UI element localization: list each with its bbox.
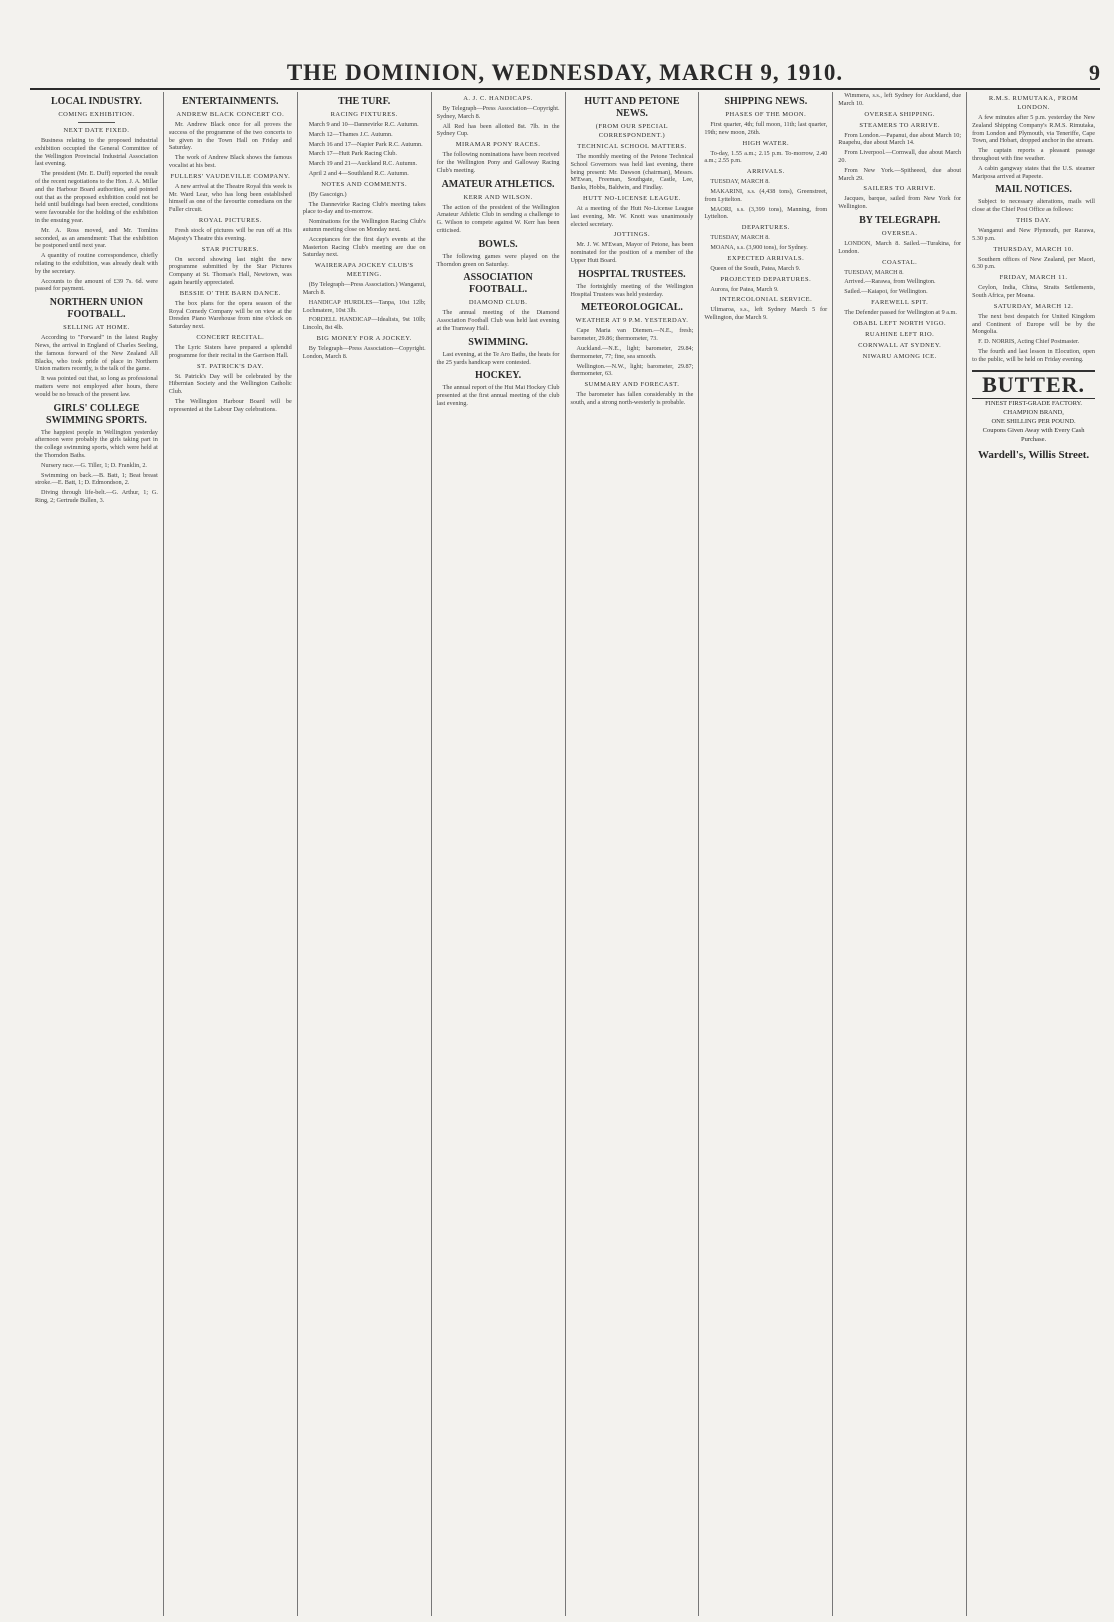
ad-line: FINEST FIRST-GRADE FACTORY. [985, 399, 1083, 407]
article-paragraph: Cape Maria van Diemen.—N.E., fresh; barometer, 29.86; thermometer, 73. [570, 327, 694, 343]
subheading: (FROM OUR SPECIAL CORRESPONDENT.) [595, 123, 669, 139]
subheading: JOTTINGS. [613, 231, 651, 239]
article-paragraph: TUESDAY, MARCH 8. [710, 178, 770, 186]
subheading: NIWARU AMONG ICE. [862, 352, 937, 360]
masthead [30, 46, 1100, 90]
article-paragraph: Accounts to the amount of £39 7s. 6d. were passed for payment. [35, 277, 158, 293]
article-paragraph: Ulimaroa, s.s., left Sydney March 5 for Wellington, due March 9. [704, 306, 828, 322]
article-paragraph: The following games were played on the Thorndon green on Saturday. [436, 252, 560, 268]
article-paragraph: From London.—Papanui, due about March 10; Ruapehu, due about March 14. [838, 131, 962, 147]
article-paragraph: The Defender passed for Wellington at 9 a.m. [844, 308, 957, 316]
article-paragraph: Wanganui and New Plymouth, per Rarawa, 5.30 p.m. [972, 226, 1095, 242]
subheading: PHASES OF THE MOON. [725, 111, 807, 118]
subheading: NEXT DATE FIXED. [63, 127, 130, 134]
article-paragraph: Aurora, for Patea, March 9. [710, 285, 779, 293]
article-paragraph: MAORI, s.s. (3,399 tons), Manning, from Lyttelton. [704, 205, 828, 221]
subheading: SATURDAY, MARCH 12. [993, 302, 1074, 310]
section-heading: AMATEUR ATHLETICS. [441, 178, 555, 190]
article-paragraph: Southern offices of New Zealand, per Maori, 6.30 p.m. [972, 255, 1095, 271]
article-paragraph: The fortnightly meeting of the Wellington Hospital Trustees was held yesterday. [570, 282, 694, 298]
article-paragraph: LONDON, March 8. Sailed.—Turakina, for London. [838, 239, 962, 255]
subheading: FAREWELL SPIT. [871, 298, 929, 306]
section-heading: METEOROLOGICAL. [580, 302, 683, 314]
section-heading: HOSPITAL TRUSTEES. [578, 268, 686, 280]
subheading: EXPECTED ARRIVALS. [727, 254, 805, 262]
subheading: COASTAL. [882, 258, 918, 266]
article-paragraph: The president (Mr. E. Duff) reported the result of the recent negotiations to the Hon. J. A. Millar and the Harbour Board authorities, and pointed out that as the proposed exhibition could not be held until buildings had been erected, conditions were favourable for the holding of the exhibition in the ensuing year. [35, 170, 158, 224]
subheading: FULLERS' VAUDEVILLE COMPANY. [170, 172, 291, 180]
article-paragraph: Ceylon, India, China, Straits Settlements, South Africa, per Moana. [972, 284, 1095, 299]
subheading: DEPARTURES. [741, 224, 790, 232]
subheading: CONCERT RECITAL. [196, 333, 265, 341]
subheading: SAILERS TO ARRIVE. [863, 185, 936, 193]
subheading: STAR PICTURES. [201, 245, 259, 253]
article-paragraph: To-day, 1.55 a.m.; 2.15 p.m. To-morrow, 2.40 a.m.; 2.55 p.m. [704, 149, 828, 165]
article-paragraph: The monthly meeting of the Petone Technical School Governors was held last evening, there being present: Mr. Dawson (chairman), Messrs. M'Ewan, Freeman, Southgate, Castle, Lee, Banks, Hobbs, Baldwin, and Findlay. [570, 153, 694, 192]
ad-footer: Wardell's, Willis Street. [977, 448, 1090, 461]
subheading: KERR AND WILSON. [463, 193, 533, 201]
section-divider [78, 122, 115, 123]
article-paragraph: MAKARINI, s.s. (4,438 tons), Greenstreet, from Lyttelton. [704, 187, 828, 203]
section-heading: LOCAL INDUSTRY. [50, 96, 142, 107]
article-paragraph: Nominations for the Wellington Racing Club's autumn meeting close on Monday next. [302, 218, 426, 233]
subheading: BESSIE O' THE BARN DANCE. [179, 289, 281, 297]
article-paragraph: MOANA, s.s. (3,900 tons), for Sydney. [710, 243, 808, 251]
article-paragraph: April 2 and 4—Southland R.C. Autumn. [308, 169, 409, 177]
newspaper-column [698, 92, 832, 1616]
article-paragraph: Queen of the South, Patea, March 9. [710, 264, 801, 272]
article-paragraph: HANDICAP HURDLES—Tanpa, 10st 12lb; Lochmatere, 10st 3lb. [302, 298, 426, 314]
article-paragraph: The action of the president of the Wellington Amateur Athletic Club in sending a challenge to G. Wilson to compete against W. Kerr has been criticised. [436, 203, 560, 234]
article-paragraph: Mr. A. Ross moved, and Mr. Tomlins seconded, as an amendment: That the exhibition be postponed until next year. [35, 226, 158, 250]
article-paragraph: Auckland.—N.E., light; barometer, 29.84; thermometer, 77; fine, sea smooth. [570, 344, 694, 360]
section-heading: HUTT AND PETONE NEWS. [584, 96, 680, 119]
article-paragraph: By Telegraph—Press Association—Copyright. Sydney, March 8. [436, 105, 560, 120]
subheading: CORNWALL AT SYDNEY. [858, 341, 942, 349]
section-heading: GIRLS' COLLEGE SWIMMING SPORTS. [46, 402, 147, 426]
article-paragraph: TUESDAY, MARCH 8. [710, 234, 770, 242]
subheading: A. J. C. HANDICAPS. [463, 95, 533, 102]
article-paragraph: The work of Andrew Black shows the famous vocalist at his best. [168, 154, 292, 169]
newspaper-column [30, 92, 163, 1616]
newspaper-column [832, 92, 966, 1616]
subheading: THURSDAY, MARCH 10. [993, 245, 1074, 253]
article-paragraph: Last evening, at the Te Aro Baths, the heats for the 25 yards handicap were contested. [436, 350, 560, 366]
ad-line: CHAMPION BRAND, [1003, 408, 1064, 416]
article-paragraph: Wellington.—N.W., light; barometer, 29.87; thermometer, 63. [570, 362, 694, 378]
newspaper-column [565, 92, 699, 1616]
article-paragraph: FORDELL HANDICAP—Idealists, 9st 10lb; Lincoln, 8st 4lb. [302, 316, 426, 332]
subheading: INTERCOLONIAL SERVICE. [719, 296, 813, 304]
newspaper-title: THE DOMINION, WEDNESDAY, MARCH 9, 1910. [286, 60, 844, 85]
newspaper-column [163, 92, 297, 1616]
subheading: OVERSEA SHIPPING. [864, 110, 935, 118]
article-paragraph: From Liverpool.—Cornwall, due about March 20. [838, 149, 962, 164]
article-paragraph: The fourth and last lesson in Elocution, open to the public, will be held on Friday evening. [972, 347, 1095, 363]
subheading: OBABL LEFT NORTH VIGO. [853, 319, 947, 327]
subheading: NOTES AND COMMENTS. [321, 180, 408, 188]
section-heading: SWIMMING. [468, 336, 528, 348]
article-paragraph: The next best despatch for United Kingdom and Continent of Europe will be by the Mongolia. [972, 312, 1095, 336]
subheading: SELLING AT HOME. [63, 324, 130, 332]
article-paragraph: The Dannevirke Racing Club's meeting takes place to-day and to-morrow. [302, 200, 426, 216]
section-heading: SHIPPING NEWS. [724, 96, 808, 107]
section-heading: BY TELEGRAPH. [859, 214, 941, 226]
article-paragraph: The annual report of the Hui Mai Hockey Club presented at the first annual meeting of the club last evening. [436, 384, 560, 407]
subheading: COMING EXHIBITION. [58, 111, 135, 118]
article-paragraph: March 17—Hutt Park Racing Club. [308, 150, 397, 158]
article-paragraph: According to "Forward" in the latest Rugby News, the arrival in England of Charles Seeling, the famous forward of the New Zealand All Blacks, who took pride of place in Northern Union matters recently, is the talk of the game. [35, 334, 158, 373]
subheading: HUTT NO-LICENSE LEAGUE. [583, 194, 681, 202]
article-paragraph: Wimmera, s.s., left Sydney for Auckland, due March 10. [838, 92, 962, 107]
article-paragraph: March 12—Thames J.C. Autumn. [308, 130, 393, 138]
subheading: OVERSEA. [881, 229, 918, 237]
article-paragraph: A new arrival at the Theatre Royal this week is Mr. Ward Lear, who has long been established himself as one of the favourite comedians on the Fuller circuit. [168, 182, 292, 214]
subheading: RACING FIXTURES. [330, 111, 398, 118]
section-heading: ASSOCIATION FOOTBALL. [463, 272, 533, 296]
subheading: WAIRERAPA JOCKEY CLUB'S MEETING. [314, 262, 414, 279]
article-paragraph: By Telegraph—Press Association—Copyright. London, March 8. [302, 344, 426, 360]
article-paragraph: March 9 and 10—Dannevirke R.C. Autumn. [308, 121, 419, 128]
section-heading: HOCKEY. [475, 370, 522, 382]
article-paragraph: Subject to necessary alterations, mails will close at the Chief Post Office as follows: [972, 198, 1095, 214]
article-paragraph: (By Gascoign.) [308, 190, 347, 198]
article-paragraph: First quarter, 4th; full moon, 11th; last quarter, 19th; new moon, 26th. [704, 121, 828, 136]
page-number: 9 [1089, 60, 1100, 85]
subheading: HIGH WATER. [742, 139, 790, 147]
section-heading: MAIL NOTICES. [995, 184, 1072, 196]
article-paragraph: The annual meeting of the Diamond Association Football Club was held last evening at the Tramway Hall. [436, 309, 560, 332]
section-heading: BOWLS. [478, 238, 518, 250]
article-paragraph: Mr. Andrew Black once for all proves the success of the programme of the two concerts to be given in the Town Hall on Friday and Saturday. [168, 121, 292, 152]
subheading: FRIDAY, MARCH 11. [999, 274, 1068, 282]
subheading: ANDREW BLACK CONCERT CO. [176, 111, 285, 118]
article-paragraph: TUESDAY, MARCH 8. [844, 268, 904, 276]
article-paragraph: March 19 and 21—Auckland R.C. Autumn. [308, 160, 418, 168]
article-paragraph: Jacques, barque, sailed from New York for Wellington. [838, 195, 962, 211]
article-paragraph: Diving through life-belt.—G. Arthur, 1; G. Ring, 2; Gertrude Bullen, 3. [35, 489, 158, 504]
newspaper-column [431, 92, 565, 1616]
subheading: TECHNICAL SCHOOL MATTERS. [577, 143, 687, 150]
article-paragraph: The happiest people in Wellington yesterday afternoon were probably the girls taking part in the college swimming sports, which were held at the Thorndon Baths. [35, 428, 158, 459]
subheading: BIG MONEY FOR A JOCKEY. [316, 334, 412, 342]
article-columns [30, 92, 1100, 1616]
ad-title: BUTTER. [972, 370, 1095, 399]
article-paragraph: A quantity of routine correspondence, chiefly relating to the exhibition, was already dealt with by the secretary. [35, 252, 158, 275]
subheading: ST. PATRICK'S DAY. [197, 362, 264, 370]
article-paragraph: The following nominations have been received for the Wellington Pony and Galloway Racing Club's meeting. [436, 151, 560, 174]
article-paragraph: The box plans for the opera season of the Royal Comedy Company will be on view at the Dresden Piano Warehouse from nine o'clock on Saturday next. [168, 299, 292, 331]
butter-advertisement [972, 370, 1095, 462]
article-paragraph: On second showing last night the new programme submitted by the Star Pictures Company at St. Thomas's Hall, Newtown, was again heartily appreciated. [168, 255, 292, 286]
article-paragraph: (By Telegraph—Press Association.) Wanganui, March 8. [302, 281, 426, 296]
subheading: STEAMERS TO ARRIVE. [859, 121, 940, 129]
subheading: ARRIVALS. [746, 168, 785, 176]
subheading: SUMMARY AND FORECAST. [584, 381, 680, 389]
ad-line: ONE SHILLING PER POUND. [991, 417, 1076, 425]
article-paragraph: At a meeting of the Hutt No-License League last evening, Mr. W. Knott was unanimously elected secretary. [570, 204, 694, 228]
article-paragraph: St. Patrick's Day will be celebrated by the Hibernian Society and the Wellington Catholic Club. [168, 372, 292, 396]
article-paragraph: Fresh stock of pictures will be run off at His Majesty's Theatre this evening. [168, 226, 292, 242]
article-paragraph: From New York.—Spitheeed, due about March 29. [838, 166, 962, 182]
section-heading: NORTHERN UNION FOOTBALL. [49, 297, 144, 321]
ad-line: Coupons Given Away with Every Cash Purchase. [982, 426, 1085, 443]
article-paragraph: A few minutes after 5 p.m. yesterday the New Zealand Shipping Company's R.M.S. Rimutaka, from London and Plymouth, via Teneriffe, Cape Town, and Hobart, dropped anchor in the stream. [972, 114, 1095, 145]
article-paragraph: The captain reports a pleasant passage throughout with fine weather. [972, 147, 1095, 162]
article-paragraph: Mr. J. W. M'Ewan, Mayor of Petone, has been nominated for the position of a member of the Upper Hutt Board. [570, 241, 694, 264]
section-heading: ENTERTAINMENTS. [182, 96, 279, 107]
article-paragraph: March 16 and 17—Napier Park R.C. Autumn. [308, 140, 423, 148]
article-paragraph: Acceptances for the first day's events at the Masterton Racing Club's meeting are due on Saturday next. [302, 235, 426, 259]
article-paragraph: A cabin gangway states that the U.S. steamer Mariposa arrived at Papeete. [972, 164, 1095, 180]
newspaper-column [297, 92, 431, 1616]
article-paragraph: All Red has been allotted 8st. 7lb. in the Sydney Cup. [436, 122, 560, 138]
subheading: R.M.S. RUMUTAKA, FROM LONDON. [988, 95, 1079, 111]
article-paragraph: The Lyric Sisters have prepared a splendid programme for their recital in the Garrison Hall. [168, 343, 292, 359]
article-paragraph: The Wellington Harbour Board will be represented at the Labour Day celebrations. [168, 397, 292, 413]
article-paragraph: Nursery race.—G. Tiller, 1; D. Franklin, 2. [41, 461, 147, 469]
newspaper-column [966, 92, 1100, 1616]
article-paragraph: Swimming on back.—B. Batt, 1; Beat breast stroke.—E. Batt, 1; D. Edmondson, 2. [35, 471, 158, 487]
subheading: MIRAMAR PONY RACES. [455, 141, 541, 149]
article-paragraph: Arrived.—Rarawa, from Wellington. [844, 278, 936, 286]
article-paragraph: Sailed.—Kaiapoi, for Wellington. [844, 288, 928, 296]
article-paragraph: F. D. NORRIS, Acting Chief Postmaster. [978, 338, 1080, 346]
subheading: THIS DAY. [1016, 216, 1051, 224]
article-paragraph: Business relating to the proposed industrial exhibition occupied the General Committee of the Wellington Provincial Industrial Association last evening. [35, 137, 158, 168]
subheading: PROJECTED DEPARTURES. [720, 275, 812, 283]
section-heading: THE TURF. [338, 96, 391, 107]
article-paragraph: It was pointed out that, so long as professional matters were not employed after hours, there would be no breach of the present law. [35, 375, 158, 398]
subheading: DIAMOND CLUB. [468, 299, 528, 307]
subheading: ROYAL PICTURES. [198, 216, 262, 224]
subheading: RUAHINE LEFT RIO. [865, 330, 935, 338]
subheading: WEATHER AT 9 P.M. YESTERDAY. [575, 317, 689, 325]
article-paragraph: The barometer has fallen considerably in the south, and a strong north-westerly is probable. [570, 391, 694, 406]
